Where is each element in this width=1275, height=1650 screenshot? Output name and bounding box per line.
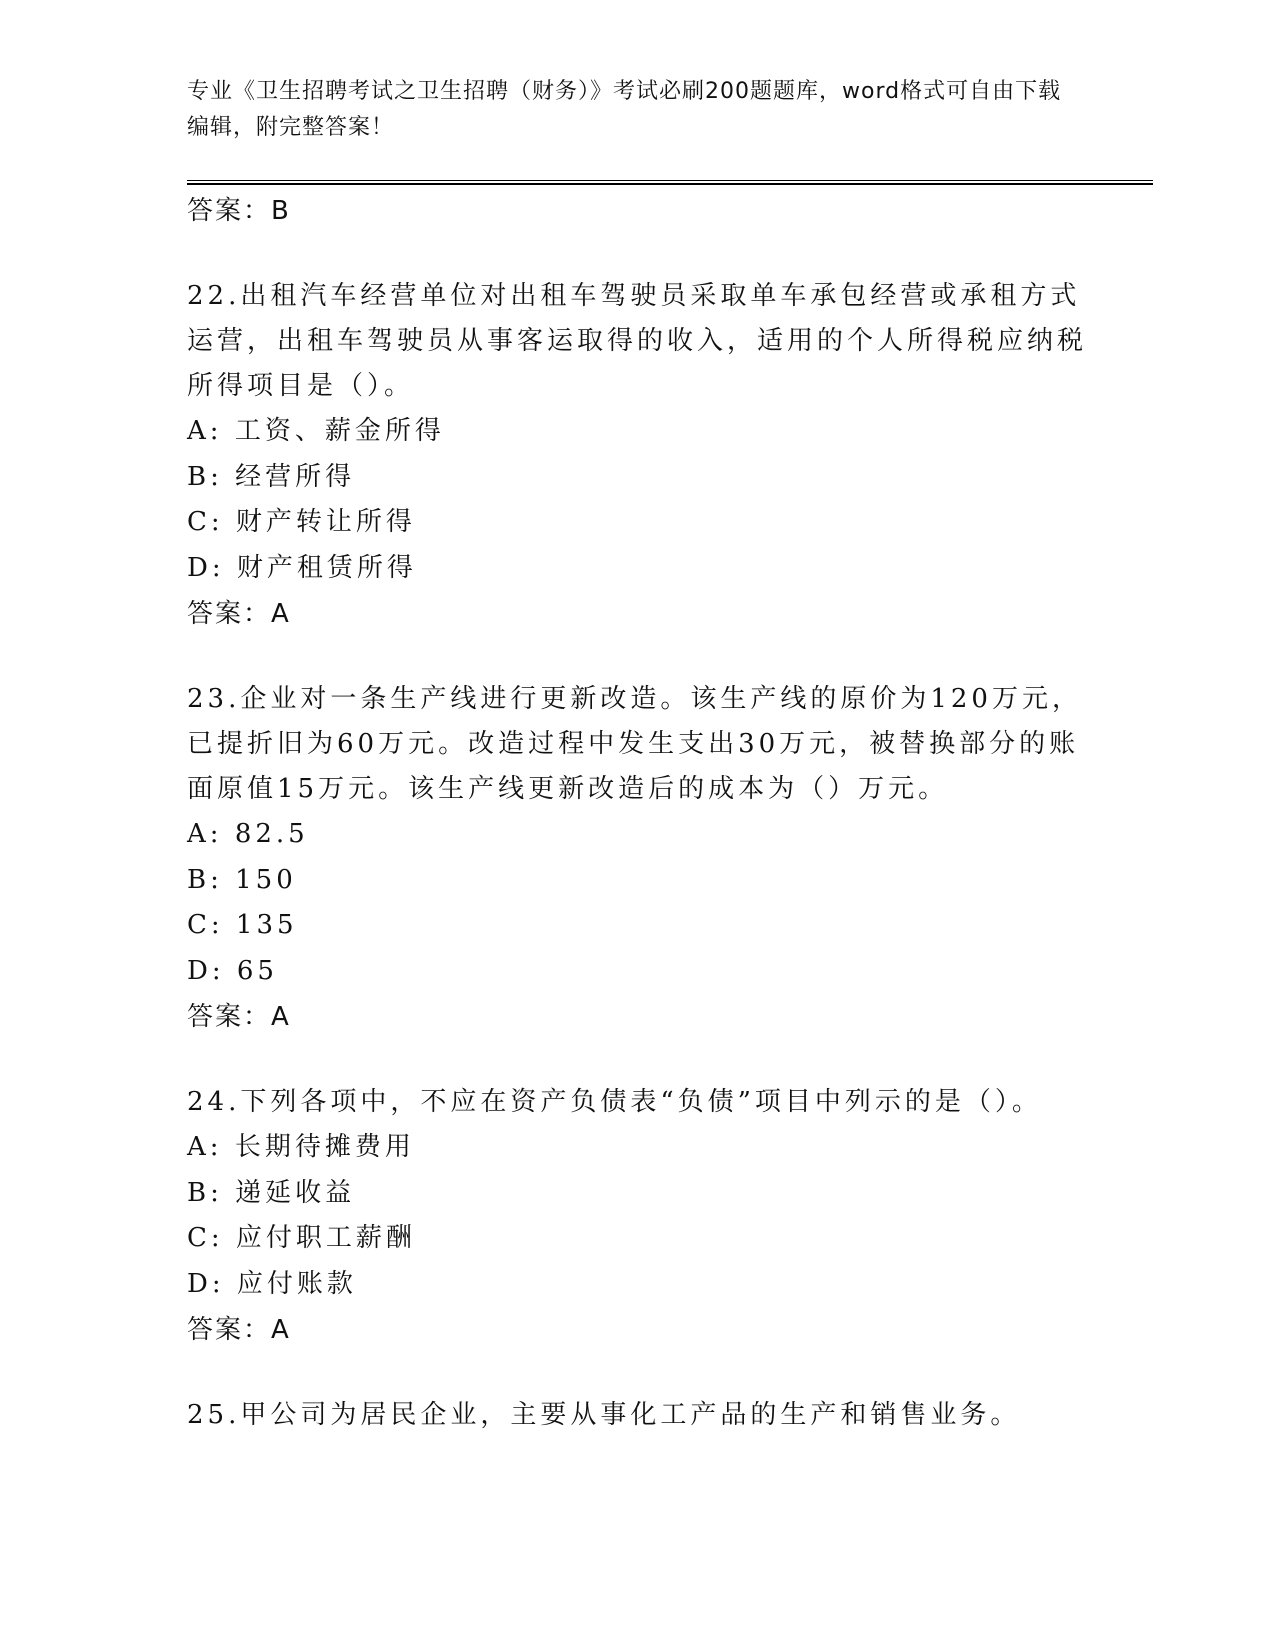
question-stem: 25.甲公司为居民企业，主要从事化工产品的生产和销售业务。 — [187, 1400, 1021, 1430]
option-letter: D: — [187, 552, 225, 583]
question-25 — [187, 1393, 1087, 1438]
option-text: 递延收益 — [235, 1177, 356, 1208]
option-d — [187, 546, 1087, 592]
answer-line: 答案：B — [187, 196, 291, 226]
option-letter: C: — [187, 1223, 224, 1253]
answer-line: 答案：A — [187, 1315, 291, 1345]
option-c — [187, 500, 1087, 546]
option-letter: B: — [187, 1177, 223, 1208]
option-text: 长期待摊费用 — [234, 1132, 415, 1162]
option-b — [187, 455, 1087, 501]
question-stem: 24.下列各项中，不应在资产负债表“负债”项目中列示的是（）。 — [187, 1087, 1042, 1117]
header-rule — [187, 180, 1153, 181]
option-d — [187, 949, 1087, 995]
option-letter: A: — [187, 1132, 223, 1162]
option-letter: C: — [187, 507, 224, 537]
option-text: 65 — [236, 955, 278, 986]
option-text: 财产转让所得 — [235, 507, 416, 537]
option-b — [187, 1171, 1087, 1217]
question-stem: 23.企业对一条生产线进行更新改造。该生产线的原价为120万元，已提折旧为60万元。改造过程中发生支出30万元，被替换部分的账面原值15万元。该生产线更新改造后的成本为（）万元。 — [187, 684, 1082, 804]
header-rule-thick — [187, 183, 1153, 185]
option-letter: A: — [187, 416, 223, 446]
answer-line: 答案：A — [187, 599, 291, 629]
document-header: 专业《卫生招聘考试之卫生招聘（财务）》考试必刷200题题库，word格式可自由下载编辑，附完整答案！ — [187, 79, 1062, 140]
option-text: 82.5 — [234, 819, 309, 849]
option-letter: D: — [187, 955, 225, 986]
option-letter: A: — [187, 819, 223, 849]
option-text: 135 — [235, 910, 298, 940]
option-letter: D: — [187, 1268, 225, 1299]
document-body — [187, 188, 1087, 1438]
option-a — [187, 812, 1087, 858]
option-text: 应付账款 — [236, 1268, 357, 1299]
option-text: 150 — [235, 864, 297, 895]
option-text: 经营所得 — [235, 461, 356, 492]
question-stem: 22.出租汽车经营单位对出租车驾驶员采取单车承包经营或承租方式运营，出租车驾驶员从事客运取得的收入，适用的个人所得税应纳税所得项目是（）。 — [187, 281, 1088, 401]
option-b — [187, 858, 1087, 904]
question-22 — [187, 274, 1087, 637]
option-letter: B: — [187, 864, 223, 895]
question-23 — [187, 677, 1087, 1040]
option-text: 应付职工薪酬 — [235, 1223, 416, 1253]
option-letter: C: — [187, 910, 224, 940]
option-a — [187, 409, 1087, 455]
option-c — [187, 903, 1087, 949]
question-24 — [187, 1080, 1087, 1353]
option-a — [187, 1125, 1087, 1171]
option-c — [187, 1216, 1087, 1262]
option-d — [187, 1262, 1087, 1308]
option-text: 工资、薪金所得 — [234, 416, 445, 446]
answer-line: 答案：A — [187, 1002, 291, 1032]
option-text: 财产租赁所得 — [236, 552, 417, 583]
option-letter: B: — [187, 461, 223, 492]
